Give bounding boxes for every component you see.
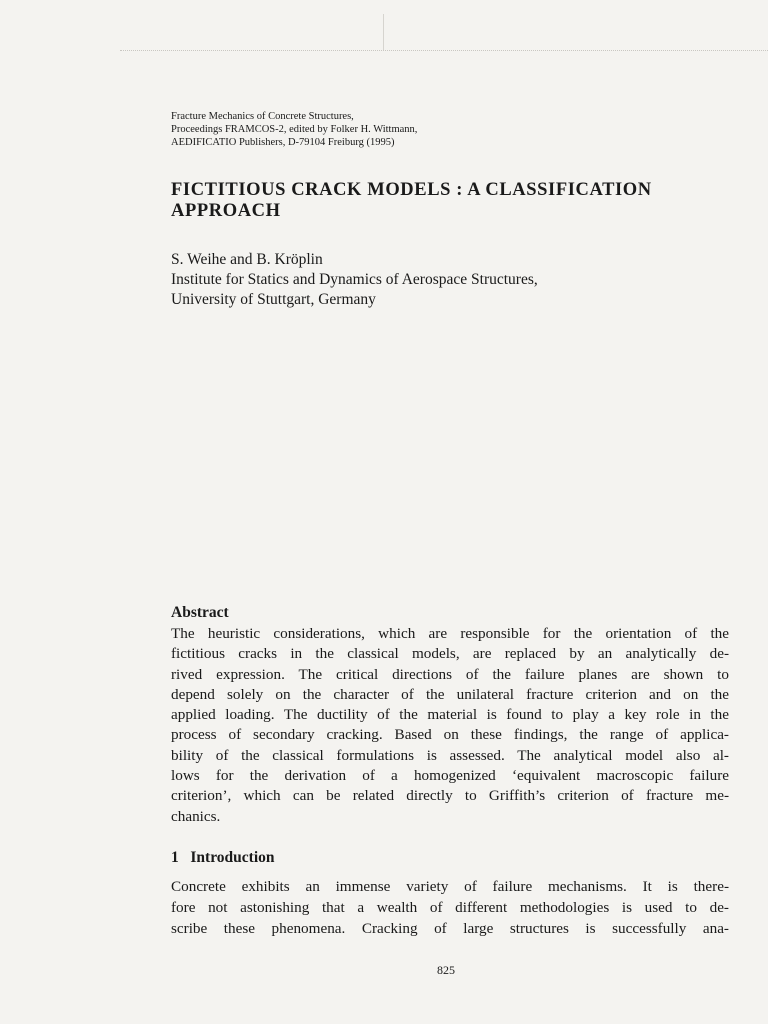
reference-line: Proceedings FRAMCOS-2, edited by Folker H. Wittmann, [171,124,418,135]
abstract-line: depend solely on the character of the unilateral fracture criterion and on the [171,685,729,703]
abstract-line: bility of the classical formulations is assessed. The analytical model also al- [171,746,729,764]
page-number: 825 [437,963,455,977]
introduction-line: fore not astonishing that a wealth of different methodologies is used to de- [171,899,729,916]
abstract-line: chanics. [171,807,221,825]
abstract-line: process of secondary cracking. Based on these findings, the range of applica- [171,726,729,744]
scan-margin-mark [383,14,384,50]
proceedings-reference [171,110,417,149]
introduction-line: scribe these phenomena. Cracking of large structures is successfully ana- [171,920,729,937]
author-affiliation: University of Stuttgart, Germany [171,291,376,308]
title-line: APPROACH [171,201,281,221]
reference-line: Fracture Mechanics of Concrete Structures, [171,111,354,122]
title-line: FICTITIOUS CRACK MODELS : A CLASSIFICATION [171,180,652,200]
abstract-line: The heuristic considerations, which are responsible for the orientation of the [171,625,729,642]
introduction-line: Concrete exhibits an immense variety of failure mechanisms. It is there- [171,878,729,895]
abstract-line: applied loading. The ductility of the material is found to play a key role in the [171,706,729,724]
author-block [171,250,538,310]
author-affiliation: Institute for Statics and Dynamics of Aerospace Structures, [171,271,538,288]
abstract-line: criterion’, which can be related directly to Griffith’s criterion of fracture me- [171,787,729,805]
abstract-text [171,624,729,827]
reference-line: AEDIFICATIO Publishers, D-79104 Freiburg (1995) [171,137,395,148]
introduction-text [171,876,729,939]
abstract-heading: Abstract [171,604,229,621]
paper-title [171,180,731,222]
section-heading-introduction: 1 Introduction [171,849,275,866]
abstract-line: lows for the derivation of a homogenized ‘equivalent macroscopic failure [171,767,729,785]
scan-border-line [120,50,768,51]
author-names: S. Weihe and B. Kröplin [171,251,323,268]
abstract-line: fictitious cracks in the classical models, are replaced by an analytically de- [171,645,729,663]
abstract-line: rived expression. The critical directions of the failure planes are shown to [171,665,729,683]
